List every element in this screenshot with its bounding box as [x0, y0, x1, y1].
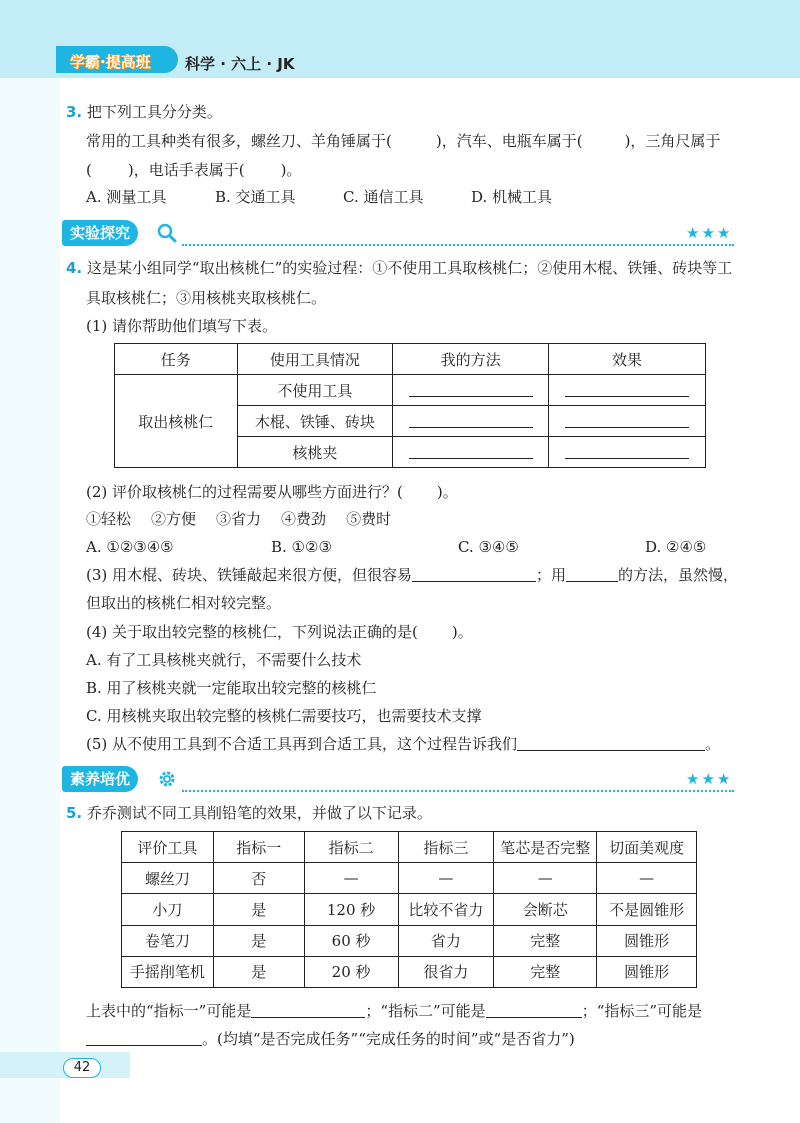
question-4-option-d: D. ②④⑤: [645, 538, 707, 556]
tool-cell: 木棍、铁锤、砖块: [237, 406, 393, 437]
question-4-sub4-option-a: A. 有了工具核桃夹就行，不需要什么技术: [86, 651, 362, 669]
table-header: 指标一: [213, 832, 304, 863]
question-3-line1: 常用的工具种类有很多，螺丝刀、羊角锤属于( )，汽车、电瓶车属于( )，三角尺属于: [86, 132, 721, 150]
effect-answer-blank[interactable]: [549, 375, 706, 406]
question-3-option-b: B. 交通工具: [215, 188, 296, 206]
question-4-sub3: (3) 用木棍、砖块、铁锤敲起来很方便，但很容易 ；用 的方法，虽然慢，: [86, 566, 739, 584]
question-4-sub2: (2) 评价取核桃仁的过程需要从哪些方面进行？( )。: [86, 483, 458, 501]
table-cell: 卷笔刀: [122, 925, 214, 956]
table-row: [122, 956, 697, 987]
table-cell: —: [304, 863, 398, 894]
question-4-sub4-option-c: C. 用核桃夹取出较完整的核桃仁需要技巧，也需要技术支撑: [86, 707, 482, 725]
question-4-sub4: (4) 关于取出较完整的核桃仁，下列说法正确的是( )。: [86, 623, 473, 641]
question-4-sub1: (1) 请你帮助他们填写下表。: [86, 317, 278, 335]
question-4-sub5: (5) 从不使用工具到不合适工具再到合适工具，这个过程告诉我们 。: [86, 735, 721, 753]
question-3-title: 3. 把下列工具分分类。: [66, 103, 222, 121]
table-cell: 是: [213, 956, 304, 987]
question-3-option-c: C. 通信工具: [343, 188, 424, 206]
question-3-line2: ( )，电话手表属于( )。: [86, 161, 302, 179]
question-4-option-c: C. ③④⑤: [458, 538, 519, 556]
page-number: 42: [63, 1058, 101, 1078]
table-header: 笔芯是否完整: [494, 832, 597, 863]
answer-blank[interactable]: [566, 566, 618, 582]
answer-blank[interactable]: [86, 1030, 202, 1046]
table-cell: —: [398, 863, 494, 894]
question-4-line2: 具取核桃仁；③用核桃夹取核桃仁。: [86, 289, 327, 307]
answer-blank[interactable]: [412, 566, 536, 582]
table-cell: 60 秒: [304, 925, 398, 956]
table-cell: 比较不省力: [398, 894, 494, 925]
effect-answer-blank[interactable]: [549, 437, 706, 468]
task-cell: 取出核桃仁: [115, 375, 238, 468]
table-header: 切面美观度: [597, 832, 697, 863]
question-4-option-a: A. ①②③④⑤: [86, 538, 174, 556]
question-5-answer-line1: 上表中的“指标一”可能是 ；“指标二”可能是 ；“指标三”可能是: [86, 1002, 703, 1020]
section-title-literacy: 素养培优: [62, 766, 138, 792]
table-header: 指标二: [304, 832, 398, 863]
table-cell: 完整: [494, 925, 597, 956]
gear-icon: [156, 768, 178, 790]
question-3-option-d: D. 机械工具: [471, 188, 553, 206]
method-answer-blank[interactable]: [393, 375, 549, 406]
table-header: 指标三: [398, 832, 494, 863]
table-row: [122, 894, 697, 925]
section-title-experiment: 实验探究: [62, 220, 138, 246]
table-cell: 手摇削笔机: [122, 956, 214, 987]
table-header: 评价工具: [122, 832, 214, 863]
table-header: 使用工具情况: [237, 344, 393, 375]
question-4-sub3-line2: 但取出的核桃仁相对较完整。: [86, 594, 282, 612]
section-divider: [182, 790, 734, 792]
table-cell: 圆锥形: [597, 925, 697, 956]
table-cell: 完整: [494, 956, 597, 987]
effect-answer-blank[interactable]: [549, 406, 706, 437]
walnut-table: [114, 343, 706, 468]
table-cell: 否: [213, 863, 304, 894]
margin-stripe: [0, 78, 60, 1123]
difficulty-stars: ★★★: [686, 770, 733, 788]
method-answer-blank[interactable]: [393, 406, 549, 437]
table-row: [122, 863, 697, 894]
tool-cell: 核桃夹: [237, 437, 393, 468]
table-cell: 很省力: [398, 956, 494, 987]
header-subject: 科学 · 六上 · JK: [185, 55, 295, 73]
tool-cell: 不使用工具: [237, 375, 393, 406]
method-answer-blank[interactable]: [393, 437, 549, 468]
table-header: 任务: [115, 344, 238, 375]
answer-blank[interactable]: [251, 1002, 365, 1018]
table-cell: 是: [213, 894, 304, 925]
table-cell: 省力: [398, 925, 494, 956]
section-banner-experiment: [62, 220, 734, 246]
difficulty-stars: ★★★: [686, 224, 733, 242]
table-cell: 120 秒: [304, 894, 398, 925]
table-cell: 会断芯: [494, 894, 597, 925]
table-cell: 小刀: [122, 894, 214, 925]
pencil-table: [121, 831, 697, 988]
answer-blank[interactable]: [517, 735, 705, 751]
answer-blank[interactable]: [486, 1002, 582, 1018]
question-4-line1: 4. 这是某小组同学“取出核桃仁”的实验过程：①不使用工具取核桃仁；②使用木棍、铁锤、砖块等工: [66, 259, 733, 277]
table-cell: 螺丝刀: [122, 863, 214, 894]
table-cell: 圆锥形: [597, 956, 697, 987]
question-4-option-b: B. ①②③: [271, 538, 332, 556]
question-4-choices: ①轻松 ②方便 ③省力 ④费劲 ⑤费时: [86, 510, 392, 528]
table-header: 我的方法: [393, 344, 549, 375]
table-cell: 是: [213, 925, 304, 956]
table-cell: —: [494, 863, 597, 894]
table-header: 效果: [549, 344, 706, 375]
magnifier-icon: [156, 222, 178, 244]
series-logo: 学霸·提高班: [70, 53, 151, 71]
question-3-option-a: A. 测量工具: [86, 188, 167, 206]
table-cell: 20 秒: [304, 956, 398, 987]
table-row: [122, 925, 697, 956]
table-cell: 不是圆锥形: [597, 894, 697, 925]
section-divider: [182, 244, 734, 246]
question-4-sub4-option-b: B. 用了核桃夹就一定能取出较完整的核桃仁: [86, 679, 377, 697]
question-5-title: 5. 乔乔测试不同工具削铅笔的效果，并做了以下记录。: [66, 804, 432, 822]
section-banner-literacy: [62, 766, 734, 792]
table-cell: —: [597, 863, 697, 894]
question-5-answer-line2: 。(均填“是否完成任务”“完成任务的时间”或“是否省力”): [86, 1029, 575, 1049]
